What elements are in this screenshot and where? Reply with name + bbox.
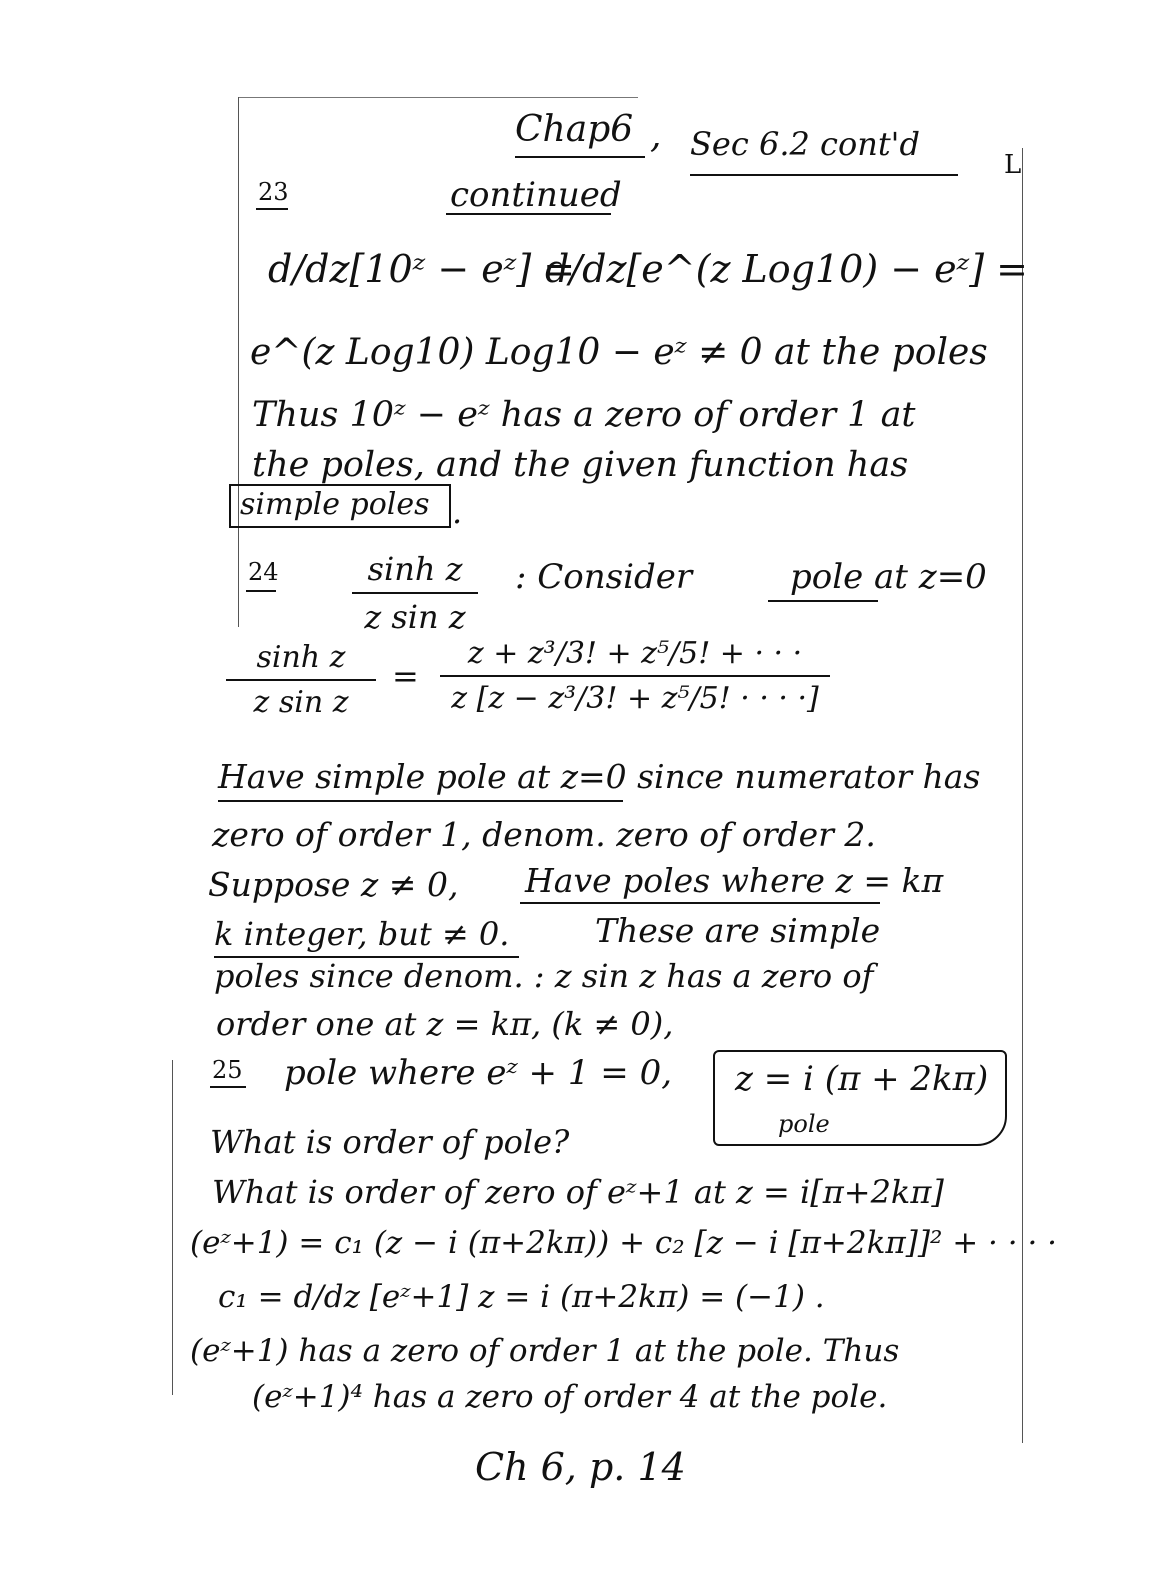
order-one-line: order one at z = kπ, (k ≠ 0), <box>216 1005 674 1043</box>
problem-number-23: 23 <box>258 178 289 206</box>
poles-where: Have poles where z = kπ <box>525 861 944 900</box>
page-edge-left-lower <box>172 1060 173 1395</box>
suppose-line: Suppose z ≠ 0, <box>208 865 459 904</box>
these-are-simple: These are simple <box>595 911 881 950</box>
continued-label: continued <box>450 175 622 215</box>
simple-pole-reason: Have simple pole at z=0 since numerator has <box>218 757 981 796</box>
corner-mark: L <box>1004 150 1022 180</box>
derivative-result: e^(z Log10) Log10 − eᶻ ≠ 0 at the poles <box>250 332 988 373</box>
consider-label: : Consider <box>515 557 693 597</box>
pole-at-zero: pole at z=0 <box>790 557 987 597</box>
problem-number-25: 25 <box>212 1056 243 1084</box>
question-order-pole: What is order of pole? <box>210 1123 570 1161</box>
pole-location: z = i (π + 2kπ) <box>735 1059 989 1099</box>
section-underline <box>690 174 958 176</box>
order-line: zero of order 1, denom. zero of order 2. <box>212 815 876 854</box>
page-edge-left <box>238 97 239 627</box>
series-fraction: z + z³/3! + z⁵/5! + · · · z [z − z³/3! + z⁵/5! · · · ·] <box>440 636 830 716</box>
zero-order-four: (eᶻ+1)⁴ has a zero of order 4 at the pole. <box>252 1379 888 1415</box>
pole-sub-label: pole <box>778 1110 830 1138</box>
handwritten-page: Chap6 , Sec 6.2 cont'd L 23 continued d/dz[10ᶻ − eᶻ] = d/dz[e^(z Log10) − eᶻ] = e^(z Log10) Log10 − eᶻ ≠ 0 at the poles Thus 10ᶻ − eᶻ has a zero of order 1 at the poles, and the given function has simple poles . 24 sinh z z sin z : Consider pole at z=0 sinh z z sin z = z + z³/3! + z⁵/5! + · · · z [z − z³/3! + z⁵/5! · · · ·] Have simple pole at z=0 since numerator has zero of order 1, denom. zero of order 2. Suppose z ≠ 0, Have poles where z = kπ k integer, but ≠ 0. These are simple poles since denom. : z sin z has a zero of order one at z = kπ, (k ≠ 0), 25 pole where eᶻ + 1 = 0, z = i (π + 2kπ) pole What is order of pole? What is order of zero of eᶻ+1 at z = i[π+2kπ] (eᶻ+1) = c₁ (z − i (π+2kπ)) + c₂ [z − i [π+2kπ]]² + · · · · c₁ = d/dz [eᶻ+1] z = i (π+2kπ) = (−1) . (eᶻ+1) has a zero of order 1 at the pole. Thus (eᶻ+1)⁴ has a zero of order 4 at the pole. Ch 6, p. 14 <box>0 0 1171 1582</box>
series-lhs: sinh z z sin z <box>226 640 376 720</box>
derivative-rhs: d/dz[e^(z Log10) − eᶻ] = <box>545 247 1028 291</box>
question-order-zero: What is order of zero of eᶻ+1 at z = i[π+2kπ] <box>212 1173 944 1211</box>
denominator-line: poles since denom. : z sin z has a zero of <box>214 957 874 995</box>
integer-condition: k integer, but ≠ 0. <box>214 915 510 953</box>
problem-24-expression: sinh z z sin z <box>352 550 478 636</box>
simple-poles-answer: simple poles <box>240 487 430 522</box>
problem-number-24: 24 <box>248 558 279 586</box>
chapter-underline <box>515 156 645 158</box>
coefficient-c1: c₁ = d/dz [eᶻ+1] z = i (π+2kπ) = (−1) . <box>218 1279 825 1315</box>
section-heading: Sec 6.2 cont'd <box>690 125 920 163</box>
poles-line: the poles, and the given function has <box>252 445 909 485</box>
chapter-heading: Chap6 <box>515 109 634 150</box>
taylor-expansion: (eᶻ+1) = c₁ (z − i (π+2kπ)) + c₂ [z − i [π+2kπ]]² + · · · · <box>190 1225 1058 1261</box>
page-edge-top <box>238 97 638 98</box>
zero-order-line: Thus 10ᶻ − eᶻ has a zero of order 1 at <box>252 395 916 435</box>
zero-order-one: (eᶻ+1) has a zero of order 1 at the pole. Thus <box>190 1333 900 1369</box>
page-number: Ch 6, p. 14 <box>475 1445 686 1489</box>
derivative-lhs: d/dz[10ᶻ − eᶻ] = <box>268 247 576 291</box>
pole-condition: pole where eᶻ + 1 = 0, <box>284 1053 673 1093</box>
